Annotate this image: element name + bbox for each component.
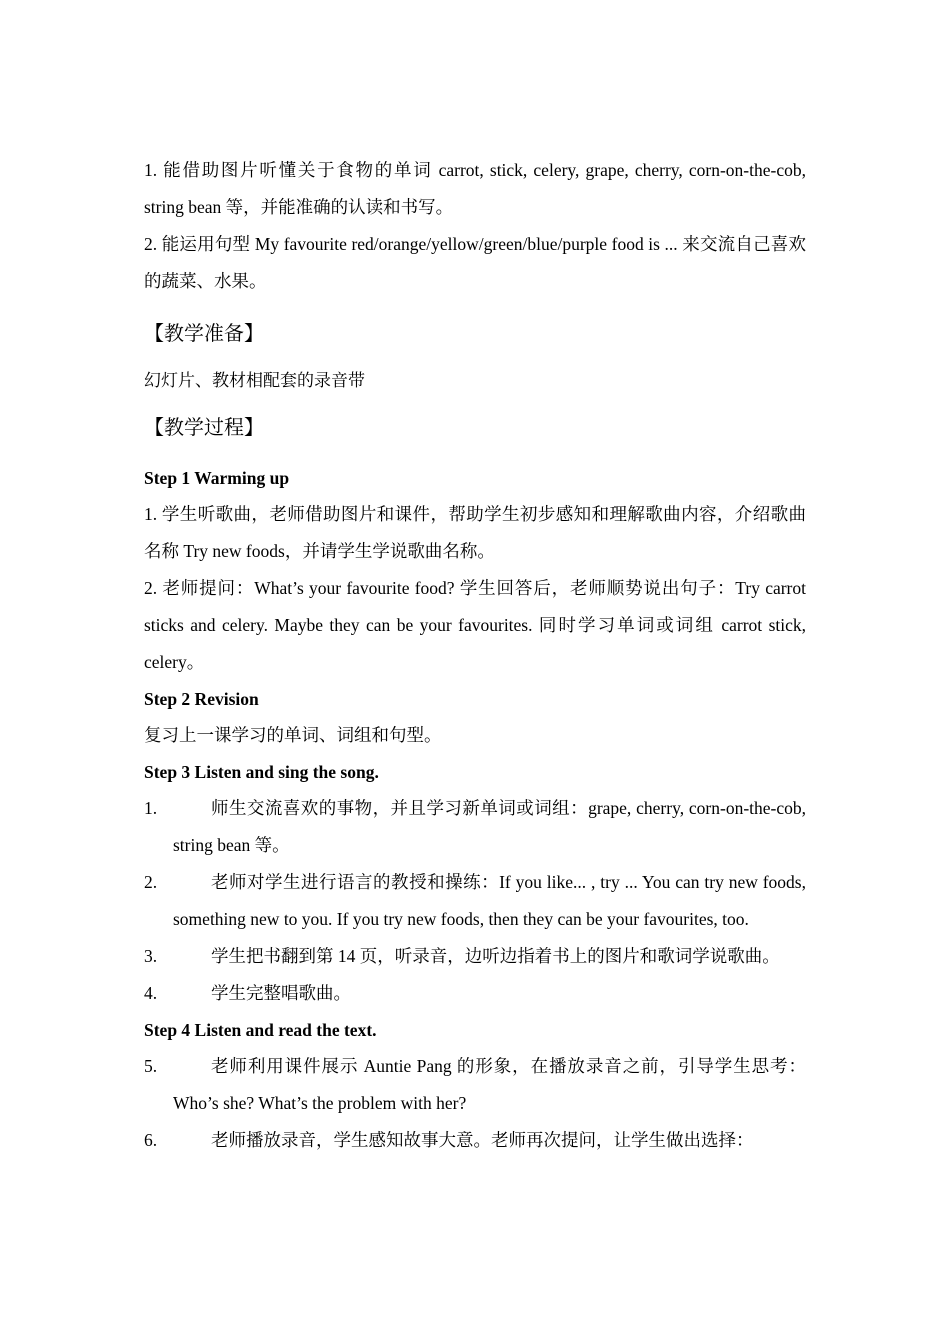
lesson-plan-body bbox=[144, 152, 806, 1159]
prep-heading: 【教学准备】 bbox=[144, 321, 264, 345]
prep-text: 幻灯片、教材相配套的录音带 bbox=[144, 371, 365, 391]
list-number: 5. bbox=[144, 1056, 158, 1076]
step3-item-3 bbox=[144, 938, 806, 975]
step2-title: Step 2 Revision bbox=[144, 689, 259, 709]
step3-item-4 bbox=[144, 975, 806, 1012]
step4-list bbox=[144, 1048, 806, 1159]
list-text: 师生交流喜欢的事物，并且学习新单词或词组：grape, cherry, corn-on-the-cob, string bean 等。 bbox=[173, 798, 806, 855]
list-number: 3. bbox=[144, 946, 158, 966]
list-number: 6. bbox=[144, 1130, 158, 1150]
list-text: 学生完整唱歌曲。 bbox=[211, 983, 351, 1003]
step4-item-5 bbox=[144, 1048, 806, 1122]
step4-item-6 bbox=[144, 1122, 806, 1159]
step4-title: Step 4 Listen and read the text. bbox=[144, 1020, 377, 1040]
list-number: 2. bbox=[144, 872, 158, 892]
step3-title: Step 3 Listen and sing the song. bbox=[144, 762, 379, 782]
list-text: 老师播放录音，学生感知故事大意。老师再次提问，让学生做出选择： bbox=[211, 1130, 754, 1150]
step3-item-1 bbox=[144, 790, 806, 864]
step3-item-2 bbox=[144, 864, 806, 938]
step3-list bbox=[144, 790, 806, 1012]
list-text: 老师对学生进行语言的教授和操练：If you like... , try ... You can try new foods, something new to you. If you try new foods, then they can be your favourites, too. bbox=[173, 872, 806, 929]
step2-text: 复习上一课学习的单词、词组和句型。 bbox=[144, 725, 442, 745]
list-text: 学生把书翻到第 14 页，听录音，边听边指着书上的图片和歌词学说歌曲。 bbox=[211, 946, 780, 966]
objective-2: 2. 能运用句型 My favourite red/orange/yellow/green/blue/purple food is ... 来交流自己喜欢的蔬菜、水果。 bbox=[144, 234, 806, 291]
step1-item-1: 1. 学生听歌曲，老师借助图片和课件，帮助学生初步感知和理解歌曲内容，介绍歌曲名称 Try new foods，并请学生学说歌曲名称。 bbox=[144, 504, 806, 561]
step1-title: Step 1 Warming up bbox=[144, 468, 290, 488]
list-text: 老师利用课件展示 Auntie Pang 的形象，在播放录音之前，引导学生思考：Who’s she? What’s the problem with her? bbox=[173, 1056, 806, 1113]
step1-item-2: 2. 老师提问：What’s your favourite food? 学生回答后，老师顺势说出句子：Try carrot sticks and celery. Maybe they can be your favourites. 同时学习单词或词组 carrot stick, celery。 bbox=[144, 578, 806, 672]
objective-1: 1. 能借助图片听懂关于食物的单词 carrot, stick, celery, grape, cherry, corn-on-the-cob, string bean 等，并能准确的认读和书写。 bbox=[144, 160, 806, 217]
process-heading: 【教学过程】 bbox=[144, 415, 264, 439]
list-number: 4. bbox=[144, 983, 158, 1003]
list-number: 1. bbox=[144, 798, 158, 818]
